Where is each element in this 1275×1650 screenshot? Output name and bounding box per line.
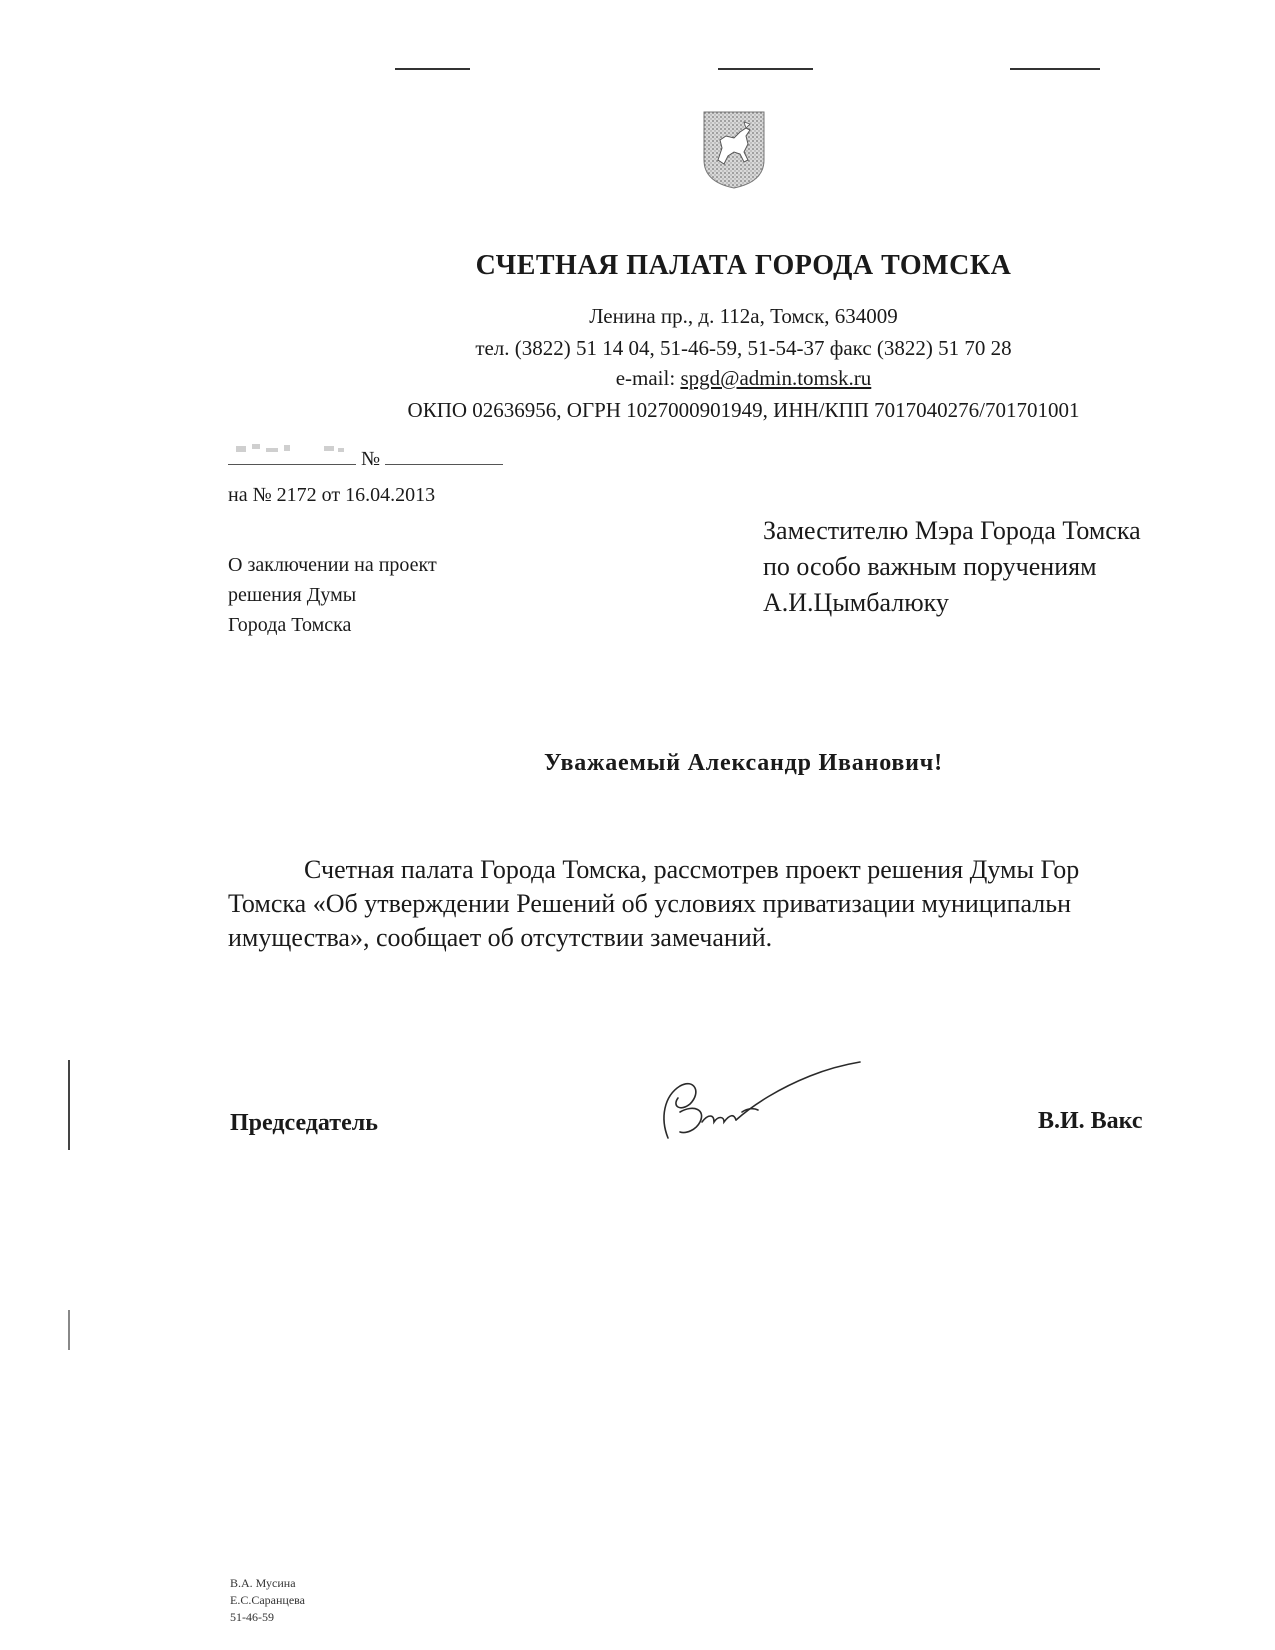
margin-mark-lower <box>68 1310 70 1350</box>
signatory-title: Председатель <box>230 1110 378 1136</box>
salutation: Уважаемый Александр Иванович! <box>544 750 943 776</box>
subject-block <box>228 550 437 640</box>
organization-name: СЧЕТНАЯ ПАЛАТА ГОРОДА ТОМСКА <box>475 250 1012 281</box>
phones-line: тел. (3822) 51 14 04, 51-46-59, 51-54-37 факс (3822) 51 70 28 <box>475 336 1012 360</box>
body-line-1: Счетная палата Города Томска, рассмотрев проект решения Думы Гор <box>304 855 1080 884</box>
footer-line-1: В.А. Мусина <box>230 1576 296 1590</box>
subject-line-3: Города Томска <box>228 614 352 636</box>
footer-line-2: Е.С.Саранцева <box>230 1593 305 1607</box>
addressee-line-1: Заместителю Мэра Города Томска <box>763 516 1141 545</box>
email-label: e-mail: <box>615 366 676 390</box>
letter-body <box>228 853 1275 955</box>
top-rule-middle <box>718 68 813 70</box>
handwritten-signature <box>650 1048 870 1148</box>
addressee-line-2: по особо важным поручениям <box>763 552 1097 581</box>
email-link[interactable]: spgd@admin.tomsk.ru <box>680 366 872 390</box>
margin-mark-upper <box>68 1060 70 1150</box>
subject-line-2: решения Думы <box>228 584 357 606</box>
email-line <box>0 366 1275 391</box>
footer-line-3: 51-46-59 <box>230 1610 274 1624</box>
signatory-name: В.И. Вакс <box>1038 1108 1143 1134</box>
faded-stamp-icon <box>232 442 352 462</box>
executor-footer <box>230 1575 305 1626</box>
number-blank <box>385 446 503 465</box>
registration-line: ОКПО 02636956, ОГРН 1027000901949, ИНН/КПП 7017040276/701701001 <box>407 398 1080 422</box>
body-line-3: имущества», сообщает об отсутствии замечаний. <box>228 923 773 952</box>
addressee-line-3: А.И.Цымбалюку <box>763 588 949 617</box>
addressee-block <box>763 513 1141 621</box>
number-sign: № <box>361 448 381 470</box>
reply-reference: на № 2172 от 16.04.2013 <box>228 484 436 506</box>
coat-of-arms-icon <box>700 108 768 190</box>
top-rule-left <box>395 68 470 70</box>
address-line: Ленина пр., д. 112а, Томск, 634009 <box>589 304 898 328</box>
body-line-2: Томска «Об утверждении Решений об условиях приватизации муниципальн <box>228 889 1072 918</box>
top-rule-right <box>1010 68 1100 70</box>
subject-line-1: О заключении на проект <box>228 554 437 576</box>
